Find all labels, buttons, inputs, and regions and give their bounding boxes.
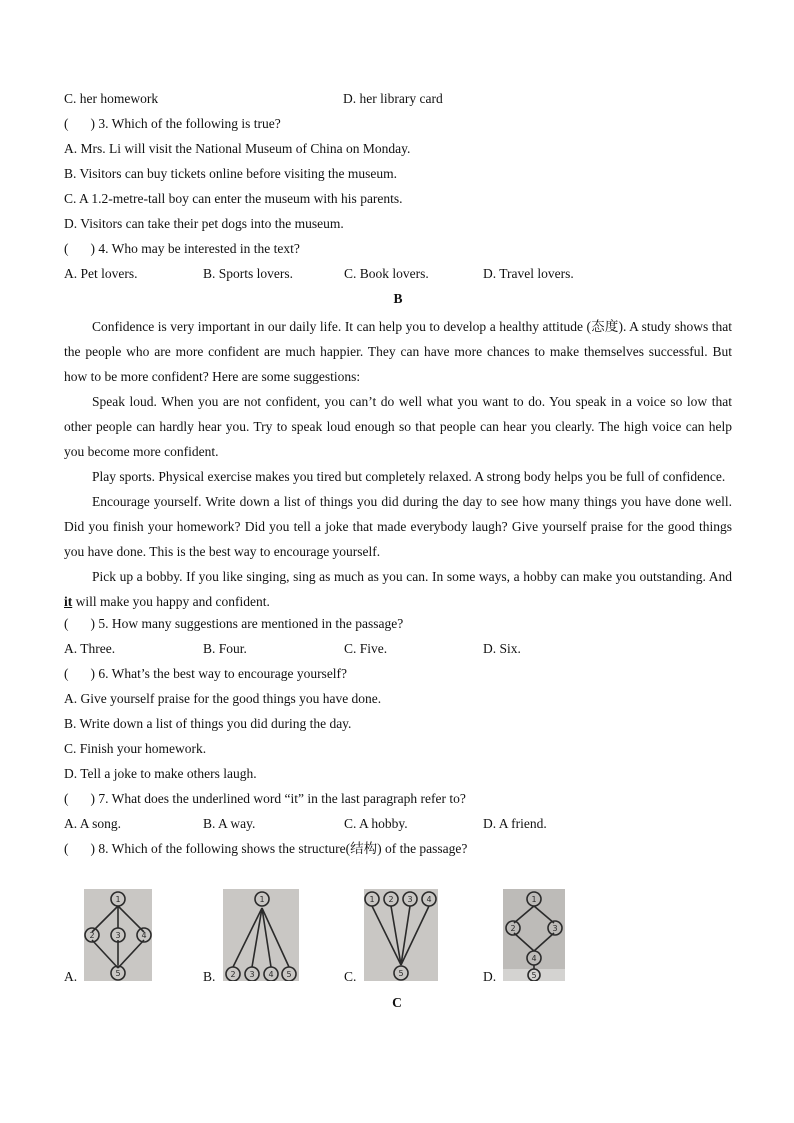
q7-options <box>64 814 732 839</box>
q6-option-c: C. Finish your homework. <box>64 741 207 756</box>
diagram-label-a: A. <box>64 969 78 984</box>
q3-option-d: D. Visitors can take their pet dogs into the museum. <box>64 216 344 231</box>
answer-blank[interactable]: ( ) <box>64 616 95 631</box>
svg-text:3: 3 <box>552 924 558 933</box>
svg-text:5: 5 <box>398 969 404 978</box>
q4-stem: ( ) 4. Who may be interested in the text? <box>64 241 300 256</box>
passage-paragraph-last: Pick up a bobby. If you like singing, sing as much as you can. In some ways, a hobby can make you outstanding. And it will make you happy and confident. <box>64 569 732 609</box>
q7-option-d: D. A friend. <box>483 816 547 831</box>
q4-option-b: B. Sports lovers. <box>203 266 294 281</box>
q5-option-a: A. Three. <box>64 641 116 656</box>
svg-text:3: 3 <box>407 895 413 904</box>
q5-option-b: B. Four. <box>203 641 247 656</box>
svg-text:1: 1 <box>369 895 375 904</box>
worksheet-page <box>64 89 732 864</box>
underlined-word: it <box>64 594 73 609</box>
q4-option-c: C. Book lovers. <box>344 266 429 281</box>
q4-option-a: A. Pet lovers. <box>64 266 138 281</box>
diagram-label-c: C. <box>344 969 357 984</box>
q6-stem: ( ) 6. What’s the best way to encourage yourself? <box>64 666 348 681</box>
q2-option-c: C. her homework <box>64 91 159 106</box>
answer-blank[interactable]: ( ) <box>64 666 95 681</box>
svg-text:1: 1 <box>531 895 537 904</box>
svg-text:1: 1 <box>259 895 265 904</box>
svg-text:4: 4 <box>531 954 537 963</box>
structure-diagram-b <box>223 889 299 981</box>
q7-stem: ( ) 7. What does the underlined word “it” in the last paragraph refer to? <box>64 791 466 806</box>
q3-option-b: B. Visitors can buy tickets online before visiting the museum. <box>64 166 398 181</box>
svg-text:5: 5 <box>531 971 537 980</box>
diagram-option-d <box>483 889 583 985</box>
passage-paragraph: Speak loud. When you are not confident, you can’t do well what you want to do. You speak in a voice so low that other people can hardly hear you. Try to speak loud enough so that people can hear you clearly. The high voice can help you become more confident. <box>64 394 732 459</box>
q6-option-d: D. Tell a joke to make others laugh. <box>64 766 257 781</box>
diagram-label-d: D. <box>483 969 497 984</box>
svg-text:5: 5 <box>286 970 292 979</box>
svg-text:5: 5 <box>115 969 121 978</box>
passage-paragraph: Confidence is very important in our daily life. It can help you to develop a healthy attitude (态度). A study shows that the people who are more confident are much happier. They can have more chances to make themselves successful. But how to be more confident? Here are some suggestions: <box>64 319 732 384</box>
svg-text:3: 3 <box>249 970 255 979</box>
diagram-option-a <box>64 889 164 985</box>
diagram-label-b: B. <box>203 969 216 984</box>
answer-blank[interactable]: ( ) <box>64 241 95 256</box>
q8-diagrams <box>64 889 732 985</box>
section-b-title: B <box>393 291 403 306</box>
structure-diagram-a <box>84 889 152 981</box>
q5-stem: ( ) 5. How many suggestions are mentioned in the passage? <box>64 616 404 631</box>
q8-stem: ( ) 8. Which of the following shows the structure(结构) of the passage? <box>64 841 468 856</box>
q6-option-b: B. Write down a list of things you did during the day. <box>64 716 352 731</box>
diagram-option-c <box>344 889 444 985</box>
q5-option-d: D. Six. <box>483 641 521 656</box>
q2-option-d: D. her library card <box>343 91 443 106</box>
q3-stem: ( ) 3. Which of the following is true? <box>64 116 281 131</box>
passage-paragraph: Play sports. Physical exercise makes you tired but completely relaxed. A strong body helps you be full of confidence. <box>92 469 726 484</box>
svg-text:4: 4 <box>426 895 432 904</box>
q3-option-a: A. Mrs. Li will visit the National Museum of China on Monday. <box>64 141 411 156</box>
q4-option-d: D. Travel lovers. <box>483 266 574 281</box>
q4-options <box>64 264 732 289</box>
answer-blank[interactable]: ( ) <box>64 116 95 131</box>
q7-option-c: C. A hobby. <box>344 816 408 831</box>
q5-options <box>64 639 732 664</box>
answer-blank[interactable]: ( ) <box>64 791 95 806</box>
svg-text:2: 2 <box>89 931 95 940</box>
svg-text:2: 2 <box>510 924 516 933</box>
answer-blank[interactable]: ( ) <box>64 841 95 856</box>
svg-text:4: 4 <box>141 931 147 940</box>
section-c-title: C <box>392 995 402 1010</box>
q7-option-b: B. A way. <box>203 816 256 831</box>
svg-text:2: 2 <box>230 970 236 979</box>
svg-text:4: 4 <box>268 970 274 979</box>
q5-option-c: C. Five. <box>344 641 388 656</box>
passage-paragraph: Encourage yourself. Write down a list of things you did during the day to see how many things you have done well. Did you finish your homework? Did you tell a joke that made everybody laugh? Give yourself praise for the good things you have done. This is the best way to encourage yourself. <box>64 494 732 559</box>
q3-option-c: C. A 1.2-metre-tall boy can enter the museum with his parents. <box>64 191 403 206</box>
structure-diagram-d <box>503 889 565 981</box>
q2-options <box>64 89 732 114</box>
structure-diagram-c <box>364 889 438 981</box>
q7-option-a: A. A song. <box>64 816 122 831</box>
svg-text:3: 3 <box>115 931 121 940</box>
q6-option-a: A. Give yourself praise for the good things you have done. <box>64 691 382 706</box>
svg-text:1: 1 <box>115 895 121 904</box>
svg-text:2: 2 <box>388 895 394 904</box>
diagram-option-b <box>203 889 303 985</box>
